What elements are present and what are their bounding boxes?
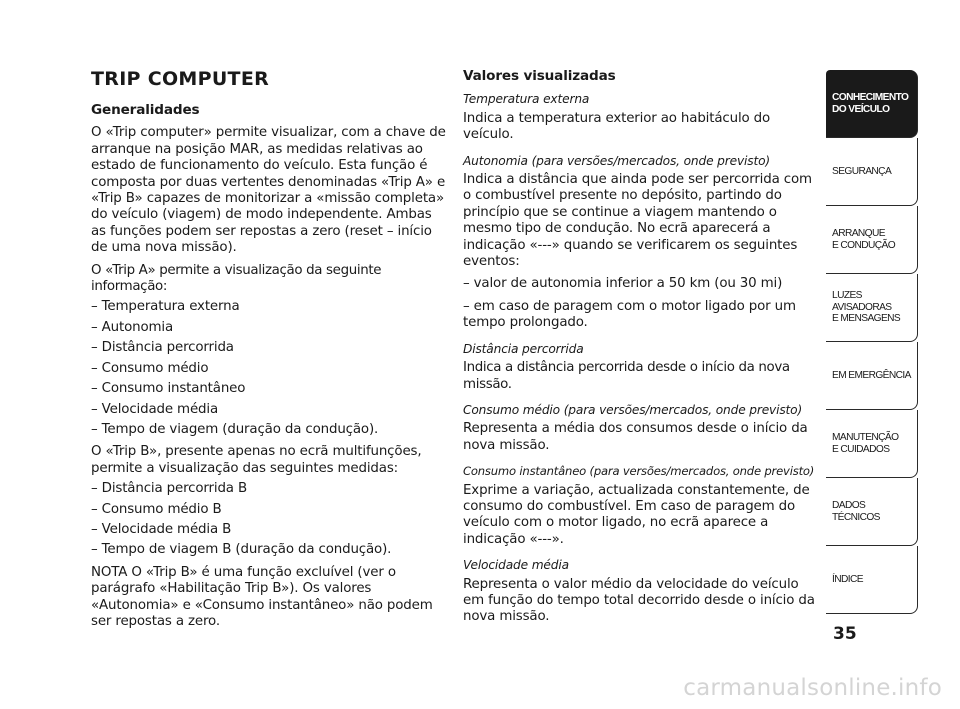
consumo-medio-heading: Consumo médio (para versões/mercados, onde previsto) <box>463 402 803 417</box>
trip-a-item: – Consumo instantâneo <box>91 381 246 397</box>
trip-b-paragraph: O «Trip B», presente apenas no ecrã multifunções, permite a visualização das seguintes medidas: <box>91 444 422 476</box>
temp-heading: Temperatura externa <box>463 92 590 107</box>
consumo-instantaneo-text: Exprime a variação, actualizada constantemente, de consumo do combustível. Em caso de paragem do veículo com o motor ligado, no ecrã aparece a indicação «---». <box>463 482 810 547</box>
trip-a-item: – Tempo de viagem (duração da condução). <box>91 421 379 437</box>
trip-a-item: – Autonomia <box>91 319 174 335</box>
distancia-text: Indica a distância percorrida desde o início da nova missão. <box>463 360 790 392</box>
right-column <box>463 68 819 632</box>
trip-b-item: – Tempo de viagem B (duração da condução). <box>91 542 392 558</box>
distancia-heading: Distância percorrida <box>463 341 584 356</box>
valores-heading: Valores visualizadas <box>463 68 616 84</box>
trip-a-item: – Velocidade média <box>91 401 219 417</box>
section-title: TRIP COMPUTER <box>91 68 270 90</box>
tab-manutencao[interactable]: MANUTENÇÃO E CUIDADOS <box>826 410 918 478</box>
tab-dados-tecnicos[interactable]: DADOS TÉCNICOS <box>826 478 918 546</box>
nota-paragraph: NOTA O «Trip B» é uma função excluível (ver o parágrafo «Habilitação Trip B»). Os valores «Autonomia» e «Consumo instantâneo» não podem ser repostas a zero. <box>91 564 433 629</box>
tab-arranque-e-conducao[interactable]: ARRANQUE E CONDUÇÃO <box>826 206 918 274</box>
velocidade-heading: Velocidade média <box>463 558 569 573</box>
page-number: 35 <box>833 624 857 644</box>
tab-luzes-avisadoras[interactable]: LUZES AVISADORAS E MENSAGENS <box>826 274 918 342</box>
trip-b-item: – Velocidade média B <box>91 521 232 537</box>
trip-a-paragraph: O «Trip A» permite a visualização da seguinte informação: <box>91 262 382 295</box>
trip-a-item: – Distância percorrida <box>91 340 234 356</box>
autonomia-item: – em caso de paragem com o motor ligado por um tempo prolongado. <box>463 298 796 331</box>
velocidade-text: Representa o valor médio da velocidade do veículo em função do tempo total decorrido desde o início da nova missão. <box>463 576 815 625</box>
trip-a-item: – Consumo médio <box>91 360 209 376</box>
tab-indice[interactable]: ÍNDICE <box>826 546 918 614</box>
tab-conhecimento-do-veiculo[interactable]: CONHECIMENTO DO VEÍCULO <box>826 70 918 138</box>
consumo-instantaneo-heading: Consumo instantâneo (para versões/mercados, onde previsto) <box>463 464 815 479</box>
trip-b-item: – Distância percorrida B <box>91 481 247 497</box>
temp-text: Indica a temperatura exterior ao habitáculo do veículo. <box>463 110 771 143</box>
generalidades-heading: Generalidades <box>91 102 200 118</box>
consumo-medio-text: Representa a média dos consumos desde o início da nova missão. <box>463 421 808 453</box>
autonomia-text: Indica a distância que ainda pode ser percorrida com o combustível presente no depósito, partindo do princípio que se continue a viagem mantendo o mesmo tipo de condução. No ecrã aparecerá a indicação «---» quando se verificarem os seguintes eventos: <box>463 172 812 270</box>
trip-b-item: – Consumo médio B <box>91 501 222 517</box>
trip-a-item: – Temperatura externa <box>91 299 240 315</box>
watermark: carmanualsonline.info <box>683 675 942 701</box>
tab-seguranca[interactable]: SEGURANÇA <box>826 138 918 206</box>
left-column <box>91 68 447 636</box>
intro-paragraph: O «Trip computer» permite visualizar, com a chave de arranque na posição MAR, as medidas relativas ao estado de funcionamento do veículo. Esta função é composta por duas vertentes denominadas «Trip A» e «Trip B» capazes de monitorizar a «missão completa» do veículo (viagem) de modo independente. Ambas as funções podem ser repostas a zero (reset – início de uma nova missão). <box>91 125 446 256</box>
tab-em-emergencia[interactable]: EM EMERGÊNCIA <box>826 342 918 410</box>
chapter-tabs <box>826 70 918 614</box>
autonomia-item: – valor de autonomia inferior a 50 km (ou 30 mi) <box>463 276 783 292</box>
autonomia-heading: Autonomia (para versões/mercados, onde previsto) <box>463 153 770 168</box>
